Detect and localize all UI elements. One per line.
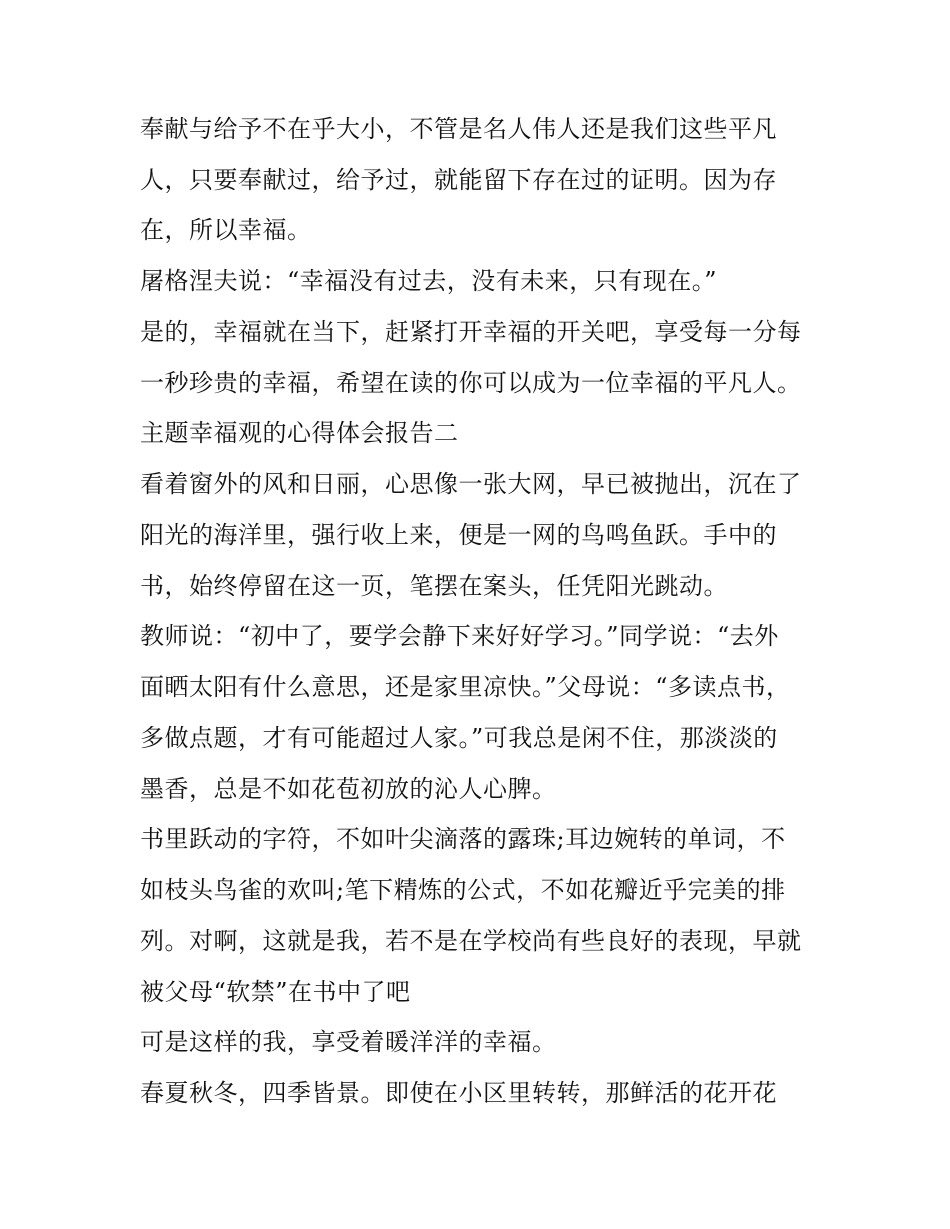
text-line: 一秒珍贵的幸福，希望在读的你可以成为一位幸福的平凡人。	[140, 369, 802, 397]
text-line: 教师说：“初中了，要学会静下来好好学习。”同学说：“去外	[140, 622, 779, 650]
section-heading: 主题幸福观的心得体会报告二	[140, 419, 459, 447]
text-line: 阳光的海洋里，强行收上来，便是一网的鸟鸣鱼跃。手中的	[140, 521, 777, 549]
text-line: 可是这样的我，享受着暖洋洋的幸福。	[140, 1028, 557, 1056]
text-line: 是的，幸福就在当下，赶紧打开幸福的开关吧，享受每一分每	[140, 318, 802, 346]
text-line: 多做点题，才有可能超过人家。”可我总是闲不住，那淡淡的	[140, 724, 778, 752]
text-line: 面晒太阳有什么意思，还是家里凉快。”父母说：“多读点书，	[140, 673, 791, 701]
text-line: 奉献与给予不在乎大小，不管是名人伟人还是我们这些平凡	[140, 115, 777, 143]
text-line: 看着窗外的风和日丽，心思像一张大网，早已被抛出，沉在了	[140, 470, 802, 498]
text-line: 书里跃动的字符，不如叶尖滴落的露珠;耳边婉转的单词，不	[140, 825, 786, 853]
text-line: 书，始终停留在这一页，笔摆在案头，任凭阳光跳动。	[140, 572, 728, 600]
text-line: 人，只要奉献过，给予过，就能留下存在过的证明。因为存	[140, 166, 777, 194]
text-line: 屠格涅夫说：“幸福没有过去，没有未来，只有现在。”	[140, 267, 718, 295]
text-line: 墨香，总是不如花苞初放的沁人心脾。	[140, 775, 557, 803]
text-line: 春夏秋冬，四季皆景。即使在小区里转转，那鲜活的花开花	[140, 1079, 777, 1107]
text-line: 在，所以幸福。	[140, 216, 312, 244]
text-line: 列。对啊，这就是我，若不是在学校尚有些良好的表现，早就	[140, 927, 802, 955]
text-line: 被父母“软禁”在书中了吧	[140, 978, 411, 1006]
text-line: 如枝头鸟雀的欢叫;笔下精炼的公式，不如花瓣近乎完美的排	[140, 876, 786, 904]
